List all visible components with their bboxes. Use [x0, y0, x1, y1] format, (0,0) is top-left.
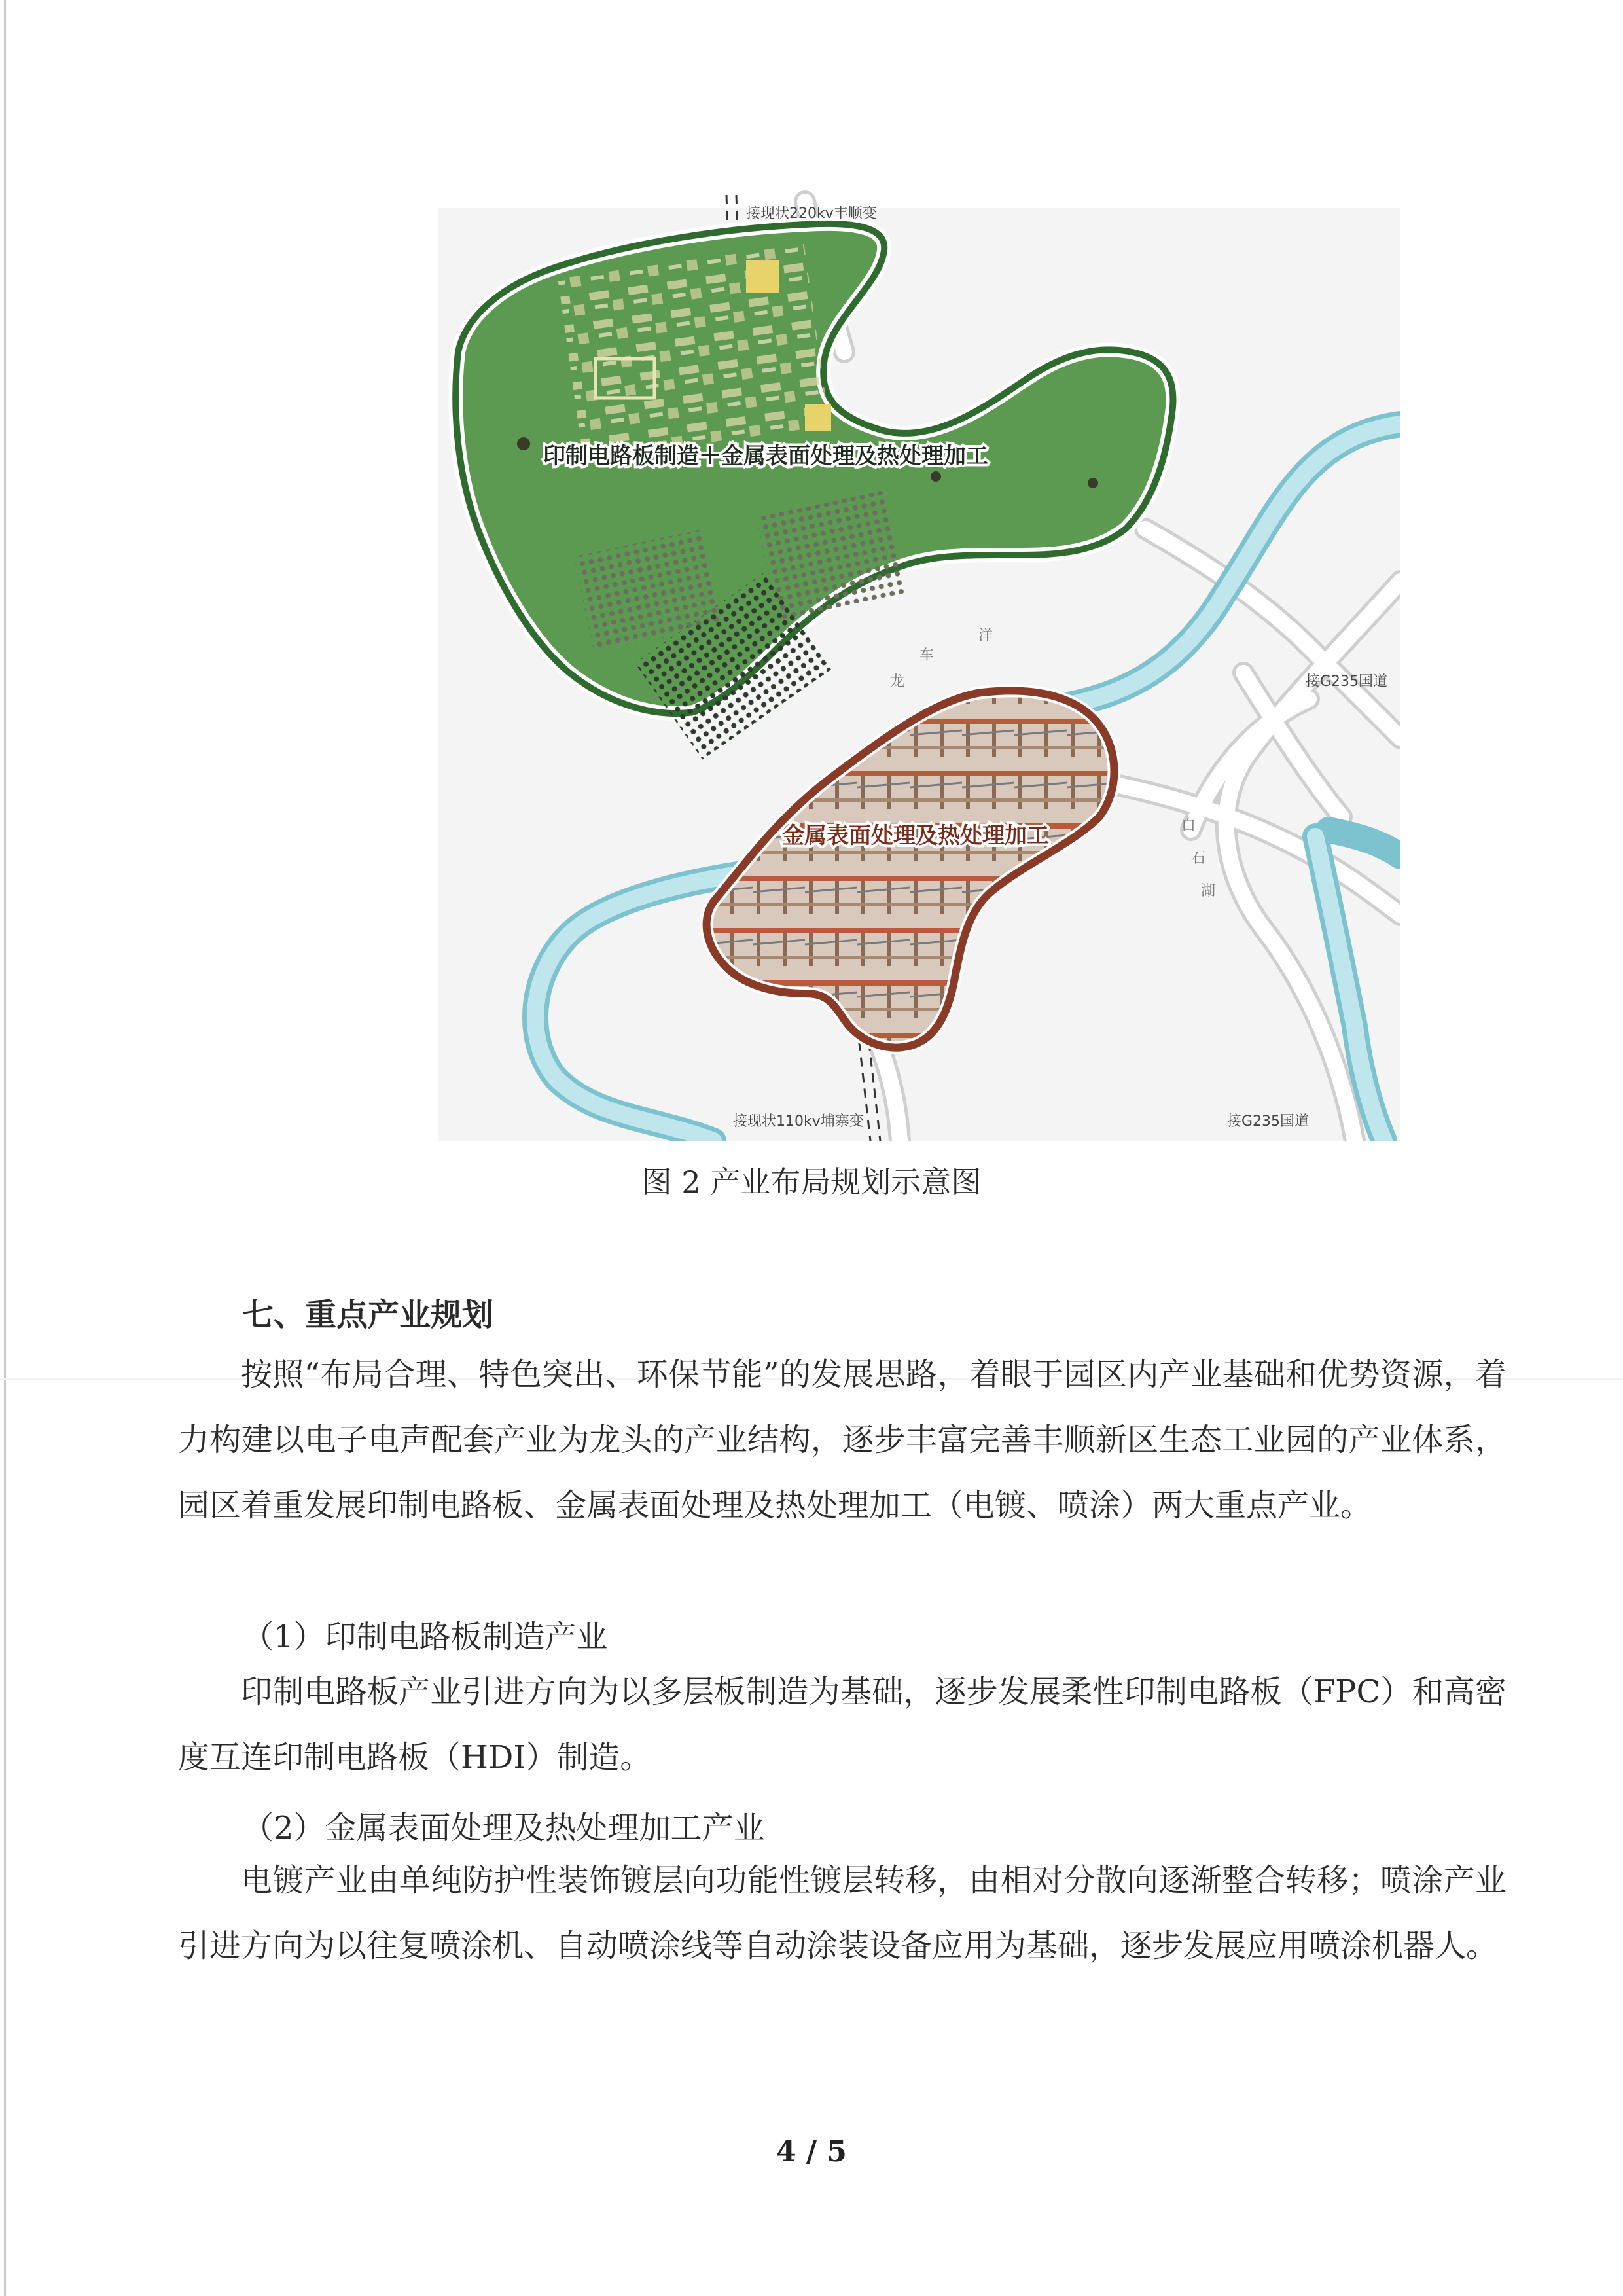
road-char-hu: 湖: [1201, 883, 1216, 899]
road-char-bai: 白: [1181, 817, 1196, 834]
subsection-2-body: 电镀产业由单纯防护性装饰镀层向功能性镀层转移，由相对分散向逐渐整合转移；喷涂产业引进方向为以往复喷涂机、自动喷涂线等自动涂装设备应用为基础，逐步发展应用喷涂机器人。: [178, 1862, 1507, 1964]
section-heading: 七、重点产业规划: [242, 1297, 494, 1333]
g235-bottom-label: 接G235国道: [1227, 1113, 1310, 1130]
subsection-1-title: （1）印制电路板制造产业: [242, 1619, 608, 1655]
red-zone-label: 金属表面处理及热处理加工: [782, 823, 1049, 849]
page-edge: [4, 0, 6, 2296]
industry-layout-map: [438, 188, 1400, 1141]
subsection-1-body: 印制电路板产业引进方向为以多层板制造为基础，逐步发展柔性印制电路板（FPC）和高密度互连印制电路板（HDI）制造。: [178, 1674, 1507, 1776]
green-zone-label: 印制电路板制造＋金属表面处理及热处理加工: [543, 443, 988, 469]
road-char-che: 车: [919, 647, 935, 664]
page-number: 4 / 5: [776, 2135, 847, 2168]
figure-caption: 图 2 产业布局规划示意图: [641, 1164, 982, 1200]
subsection-2-title: （2）金属表面处理及热处理加工产业: [242, 1810, 765, 1846]
top-power-label: 接现状220kv丰顺变: [746, 206, 877, 222]
road-char-shi: 石: [1191, 850, 1206, 867]
road-char-yang: 洋: [978, 628, 993, 644]
road-char-long: 龙: [890, 673, 905, 690]
bottom-power-label: 接现状110kv埔寨变: [733, 1113, 864, 1130]
g235-right-label: 接G235国道: [1306, 673, 1388, 690]
intro-paragraph: 按照“布局合理、特色突出、环保节能”的发展思路，着眼于园区内产业基础和优势资源，着力构建以电子电声配套产业为龙头的产业结构，逐步丰富完善丰顺新区生态工业园的产业体系，园区着重发展印制电路板、金属表面处理及热处理加工（电镀、喷涂）两大重点产业。: [178, 1356, 1507, 1524]
chip-pattern: [558, 244, 829, 460]
